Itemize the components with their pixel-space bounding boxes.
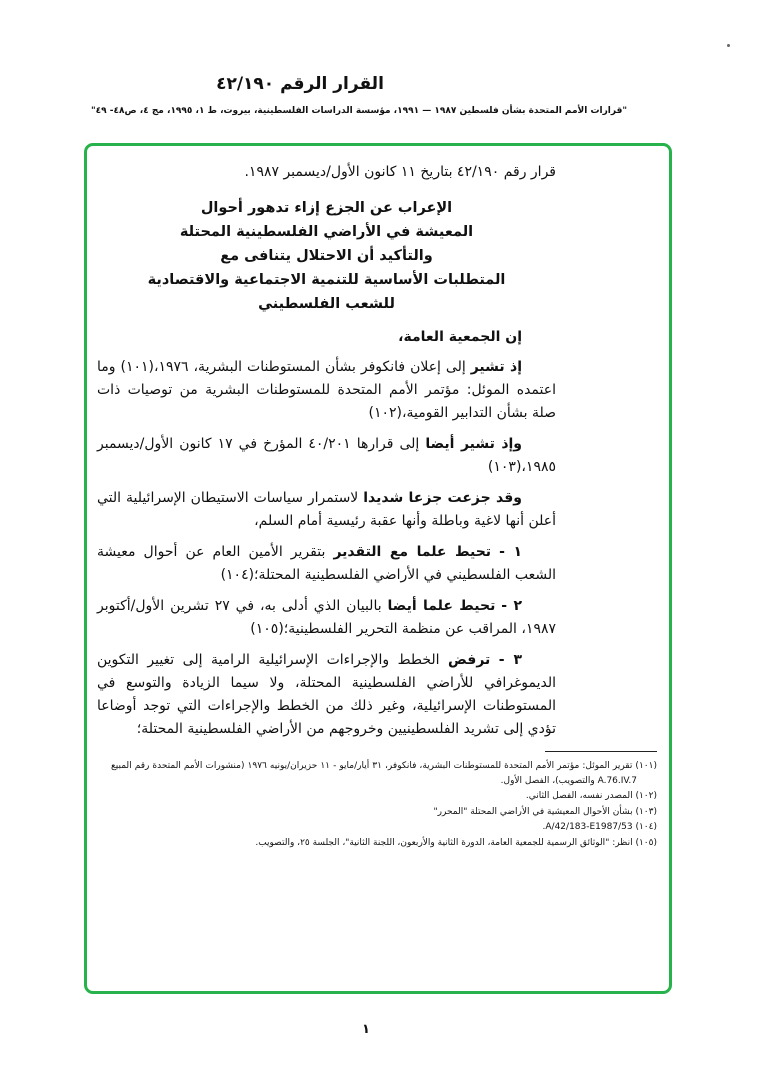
scan-artifact-dot (727, 44, 730, 47)
page-number: ١ (362, 1022, 370, 1037)
footnote-marker: (١٠٥) (635, 837, 657, 848)
paragraph-text: إلى إعلان فانكوفر بشأن المستوطنات البشرية، ١٩٧٦،(١٠١) وما اعتمده الموئل: مؤتمر الأمم المتحدة للمستوطنات البشرية من توصيات ذات صلة بشأن التدابير القومية،(١٠٢) (97, 359, 556, 421)
footnote-text: A/42/183-E1987/53. (542, 822, 633, 832)
footnote (111, 836, 657, 851)
paragraph-lead: وإذ تشير أيضا (425, 436, 523, 452)
footnote-text: تقرير الموئل: مؤتمر الأمم المتحدة للمستوطنات البشرية، فانكوفر، ٣١ أيار/مايو - ١١ حزيران/يونيه ١٩٧٦ (منشورات الأمم المتحدة رقم المبيع A.76.IV.7 والتصويب)، الفصل الأول. (111, 761, 637, 786)
paragraph-lead: وقد جزعت جزعا شديدا (363, 490, 522, 506)
footnotes-section (111, 751, 657, 850)
item-lead: ترفض (448, 652, 491, 668)
paragraph-lead: إذ تشير (470, 359, 522, 375)
document-frame (84, 143, 672, 994)
heading-line: للشعب الفلسطيني (258, 296, 395, 312)
footnote-text: المصدر نفسه، الفصل الثاني. (525, 791, 633, 801)
heading-line: الإعراب عن الجزع إزاء تدهور أحوال (200, 200, 453, 216)
footnote-text: بشأن الأحوال المعيشية في الأراضي المحتلة "المحرر" (433, 806, 633, 817)
footnote (111, 759, 657, 788)
heading-line: والتأكيد أن الاحتلال يتنافى مع (220, 248, 433, 264)
footnote-separator (545, 751, 657, 752)
item-number: ٣ - (498, 652, 522, 668)
item-number: ١ - (499, 544, 522, 560)
paragraph-text: إلى قرارها ٤٠/٢٠١ المؤرخ في ١٧ كانون الأول/ديسمبر ١٩٨٥،(١٠٣) (97, 436, 556, 475)
footnote-marker: (١٠٣) (635, 806, 657, 817)
document-body (87, 146, 669, 991)
operative-item (97, 595, 556, 641)
preamble-opening: إن الجمعية العامة، (398, 329, 522, 345)
resolution-intro-line: قرار رقم ٤٢/١٩٠ بتاريخ ١١ كانون الأول/ديسمبر ١٩٨٧. (244, 164, 556, 180)
footnote-marker: (١٠٢) (635, 791, 657, 801)
footnote (111, 805, 657, 820)
source-citation: "قرارات الأمم المتحدة بشأن فلسطين ١٩٨٧ — ١٩٩١، مؤسسة الدراسات الفلسطينية، بيروت، ط ١، ١٩٩٥، مج ٤، ص٤٨- ٤٩" (90, 106, 628, 116)
heading-line: المعيشة في الأراضي الفلسطينية المحتلة (179, 224, 474, 240)
item-text: بتقرير الأمين العام عن أحوال معيشة الشعب الفلسطيني في الأراضي الفلسطينية المحتلة؛(١٠٤) (97, 544, 556, 583)
resolution-heading (97, 196, 556, 316)
footnote-text: انظر: "الوثائق الرسمية للجمعية العامة، الدورة الثانية والأربعون، اللجنة الثانية"، الجلسة ٢٥، والتصويب. (255, 837, 633, 848)
heading-line: المتطلبات الأساسية للتنمية الاجتماعية والاقتصادية (147, 272, 506, 288)
footnote (111, 820, 657, 835)
footnote (111, 789, 657, 804)
footnote-marker: (١٠١) (635, 761, 657, 771)
paragraph-text: لاستمرار سياسات الاستيطان الإسرائيلية التي أعلن أنها لاغية وباطلة وأنها عقبة رئيسية أمام السلم، (97, 490, 556, 529)
page-title: القرار الرقم ٤٢/١٩٠ (216, 74, 384, 94)
item-lead: تحيط علما مع التقدير (333, 544, 492, 560)
preamble-paragraph (97, 433, 556, 479)
operative-item (97, 541, 556, 587)
item-text: الخطط والإجراءات الإسرائيلية الرامية إلى تغيير التكوين الديموغرافي للأراضي الفلسطينية المحتلة، ولا سيما الزيادة والتوسع في المستوطنات الإسرائيلية، وغير ذلك من الخطط والإجراءات التي توجد أوضاعا تؤدي إلى تشريد الفلسطينيين وخروجهم من الأراضي الفلسطينية المحتلة؛ (97, 652, 556, 737)
item-number: ٢ - (501, 598, 522, 614)
preamble-paragraph (97, 356, 556, 425)
footnote-marker: (١٠٤) (635, 822, 657, 832)
item-lead: تحيط علما أيضا (387, 598, 496, 614)
preamble-paragraph (97, 487, 556, 533)
operative-item (97, 649, 556, 741)
item-text: بالبيان الذي أدلى به، في ٢٧ تشرين الأول/أكتوبر ١٩٨٧، المراقب عن منظمة التحرير الفلسطينية؛(١٠٥) (97, 598, 556, 637)
